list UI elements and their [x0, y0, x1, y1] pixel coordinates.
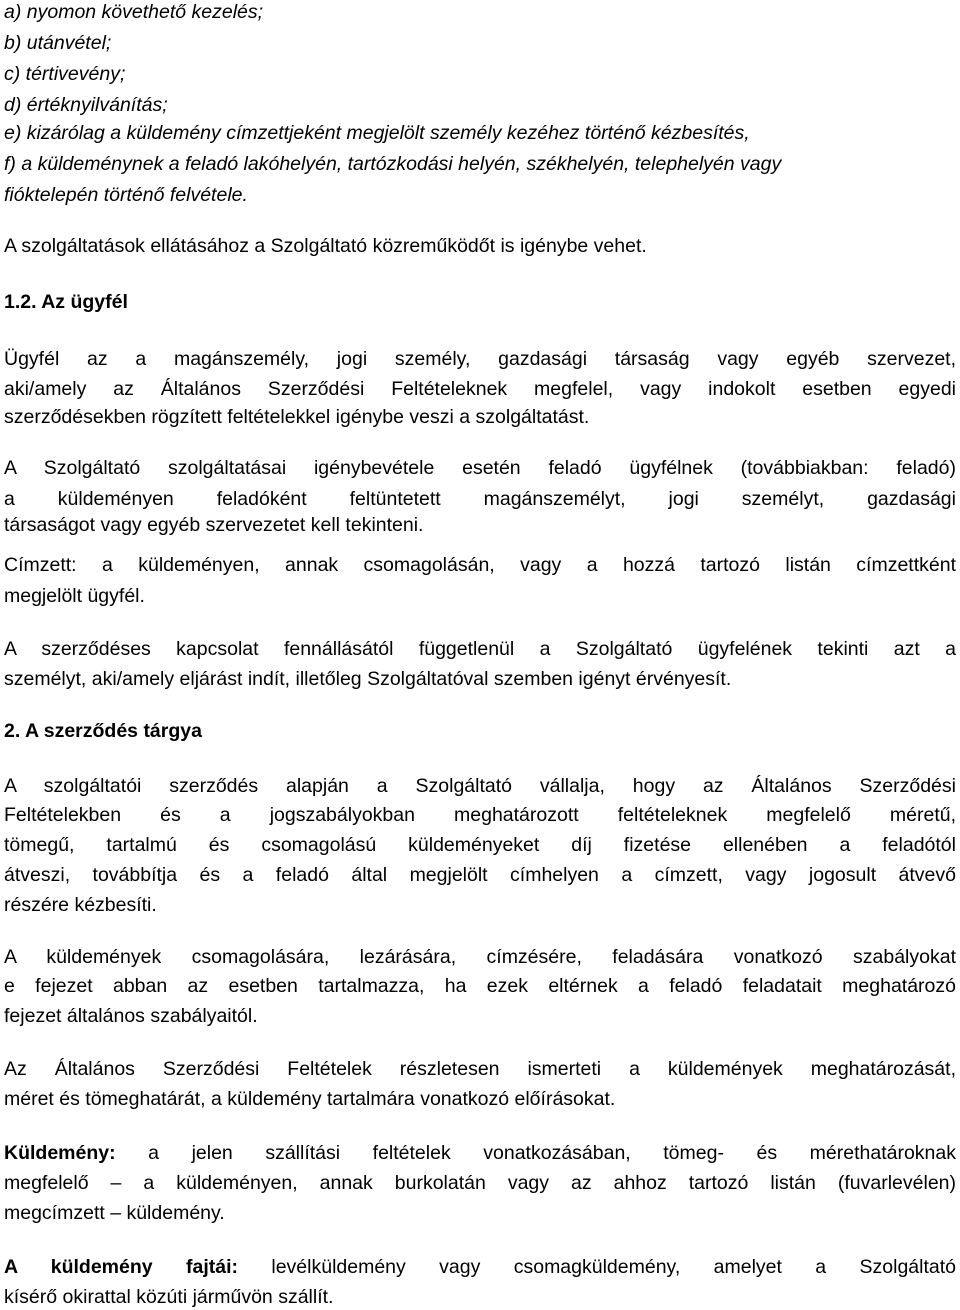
paragraph-line: aki/amely az Általános Szerződési Feltételeknek megfelel, vagy indokolt esetben egyedi [4, 378, 956, 400]
paragraph-line: Az Általános Szerződési Feltételek részletesen ismerteti a küldemények meghatározását, [4, 1058, 956, 1080]
section-heading: 2. A szerződés tárgya [4, 720, 202, 742]
list-item: f) a küldeménynek a feladó lakóhelyén, tartózkodási helyén, székhelyén, telephelyén vagy [4, 153, 782, 175]
paragraph-line: Ügyfél az a magánszemély, jogi személy, gazdasági társaság vagy egyéb szervezet, [4, 348, 956, 370]
paragraph-line: részére kézbesíti. [4, 894, 157, 916]
paragraph-line: megfelelő – a küldeményen, annak burkolatán vagy az ahhoz tartozó listán (fuvarlevélen) [4, 1172, 956, 1194]
paragraph-line: Címzett: a küldeményen, annak csomagolásán, vagy a hozzá tartozó listán címzettként [4, 554, 956, 576]
paragraph-text: a jelen szállítási feltételek vonatkozásában, tömeg- és mérethatároknak [115, 1142, 956, 1164]
list-item: fióktelepén történő felvétele. [4, 184, 248, 206]
list-item: c) tértivevény; [4, 63, 126, 85]
list-item: a) nyomon követhető kezelés; [4, 1, 264, 23]
list-item: e) kizárólag a küldemény címzettjeként megjelölt személy kezéhez történő kézbesítés, [4, 122, 750, 144]
paragraph-line: megcímzett – küldemény. [4, 1202, 225, 1224]
list-item: d) értéknyilvánítás; [4, 94, 168, 116]
paragraph-line: A küldemények csomagolására, lezárására, címzésére, feladására vonatkozó szabályokat [4, 946, 956, 968]
section-heading: 1.2. Az ügyfél [4, 291, 128, 313]
term-label: A küldemény fajtái: [4, 1256, 238, 1278]
term-label: Küldemény: [4, 1142, 116, 1164]
paragraph-line: személyt, aki/amely eljárást indít, illetőleg Szolgáltatóval szemben igényt érvényesít. [4, 668, 732, 690]
paragraph-line: Feltételekben és a jogszabályokban meghatározott feltételeknek megfelelő méretű, [4, 804, 956, 826]
paragraph-line [4, 1255, 956, 1279]
paragraph-line: társaságot vagy egyéb szervezetet kell tekinteni. [4, 514, 424, 536]
paragraph-text: levélküldemény vagy csomagküldemény, amelyet a Szolgáltató [238, 1256, 956, 1278]
paragraph-line: A szolgáltatások ellátásához a Szolgáltató közreműködőt is igénybe vehet. [4, 235, 647, 257]
paragraph-line: átveszi, továbbítja és a feladó által megjelölt címhelyen a címzett, vagy jogosult átvevő [4, 864, 956, 886]
paragraph-line: tömegű, tartalmú és csomagolású küldeményeket díj fizetése ellenében a feladótól [4, 834, 956, 856]
paragraph-line: A szerződéses kapcsolat fennállásától függetlenül a Szolgáltató ügyfelének tekinti azt a [4, 638, 956, 660]
paragraph-line: A szolgáltatói szerződés alapján a Szolgáltató vállalja, hogy az Általános Szerződési [4, 775, 956, 797]
paragraph-line: megjelölt ügyfél. [4, 585, 145, 607]
paragraph-line: fejezet általános szabályaitól. [4, 1005, 258, 1027]
paragraph-line: e fejezet abban az esetben tartalmazza, ha ezek eltérnek a feladó feladatait meghatározó [4, 975, 956, 997]
paragraph-line: kísérő okirattal közúti járművön szállít. [4, 1286, 334, 1308]
paragraph-line: a küldeményen feladóként feltüntetett magánszemélyt, jogi személyt, gazdasági [4, 488, 956, 510]
paragraph-line [4, 1141, 956, 1165]
paragraph-line: szerződésekben rögzített feltételekkel igénybe veszi a szolgáltatást. [4, 406, 590, 428]
paragraph-line: méret és tömeghatárát, a küldemény tartalmára vonatkozó előírásokat. [4, 1088, 616, 1110]
paragraph-line: A Szolgáltató szolgáltatásai igénybevétele esetén feladó ügyfélnek (továbbiakban: feladó) [4, 457, 956, 479]
list-item: b) utánvétel; [4, 32, 112, 54]
